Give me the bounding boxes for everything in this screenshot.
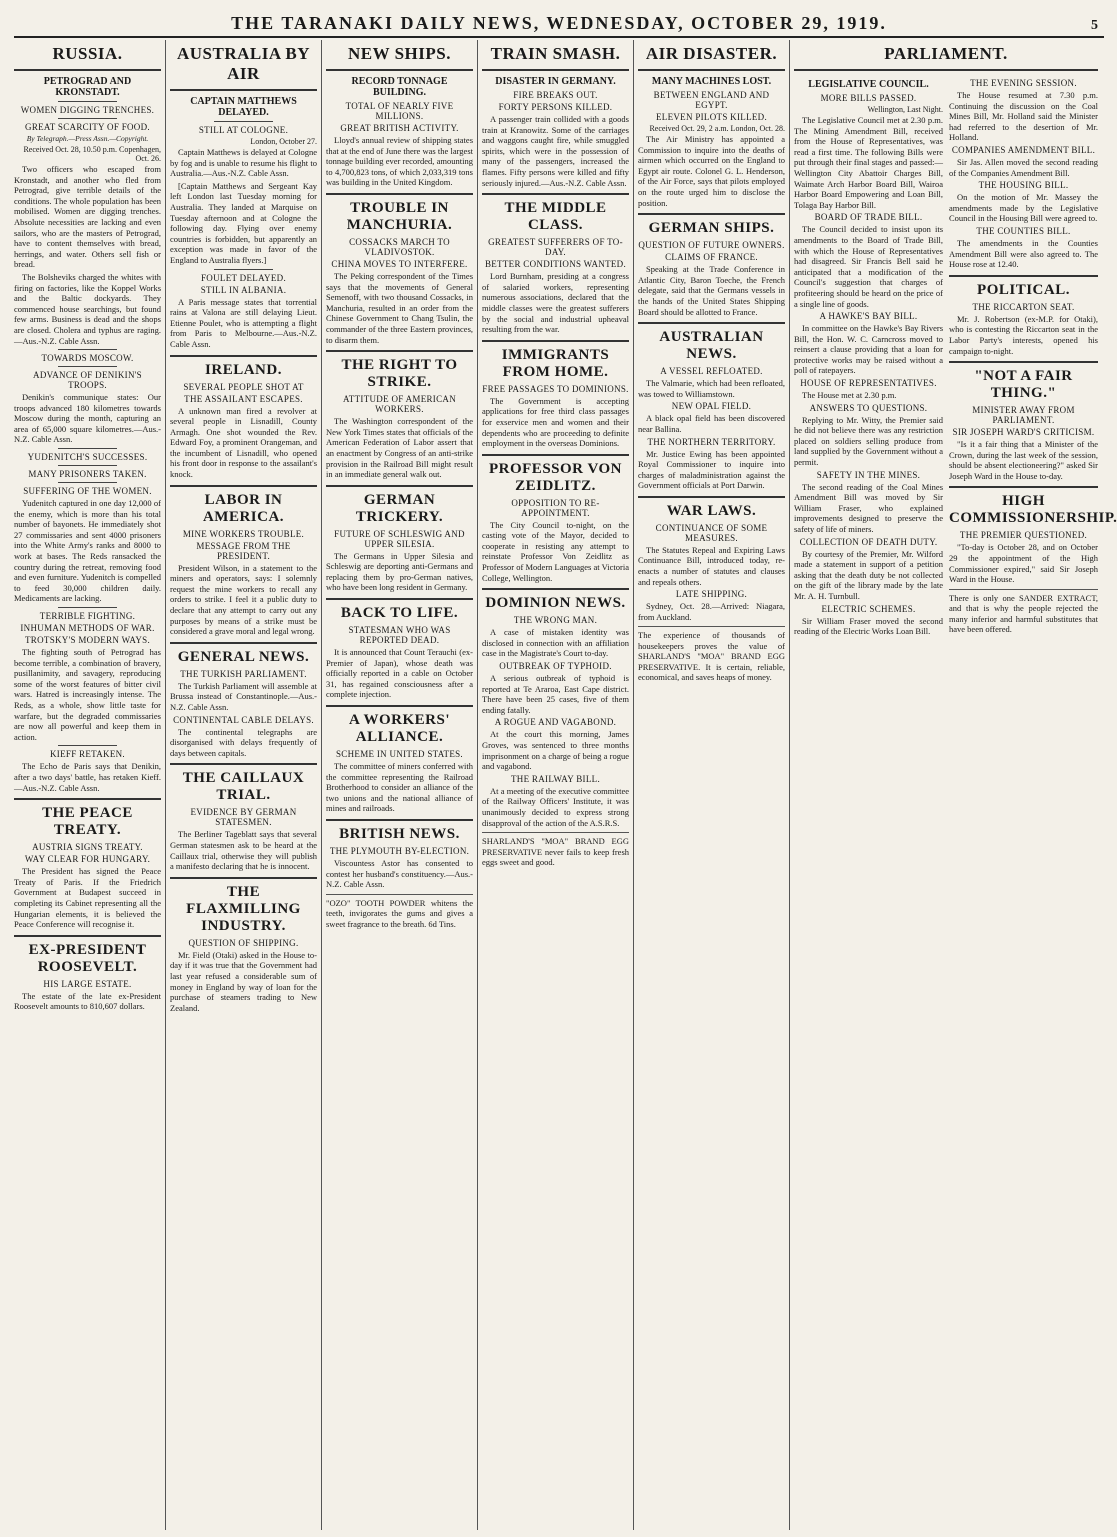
article-text: By courtesy of the Premier, Mr. Wilford made a statement in support of a petition asking that the death duty be not collected on the gift of the library made by the late Mr. A. H. Turnbull. bbox=[794, 548, 943, 601]
subhead: BETTER CONDITIONS WANTED. bbox=[484, 259, 627, 270]
headline-parliament: PARLIAMENT. bbox=[884, 44, 1008, 63]
divider bbox=[482, 193, 629, 195]
article-text: On the motion of Mr. Massey the amendments made by the Legislative Council in the Housing Bill were agreed to. bbox=[949, 192, 1098, 224]
divider bbox=[949, 486, 1098, 488]
subhead: SUFFERING OF THE WOMEN. bbox=[23, 486, 152, 497]
subhead: THE PLYMOUTH BY-ELECTION. bbox=[329, 846, 470, 856]
headline-manchuria: TROUBLE IN MANCHURIA. bbox=[346, 199, 453, 233]
headline-not-a-fair-thing: "NOT A FAIR THING." bbox=[974, 368, 1073, 402]
divider bbox=[326, 705, 473, 707]
headline-middle-class: THE MIDDLE CLASS. bbox=[504, 200, 607, 234]
masthead bbox=[14, 10, 1104, 38]
article-text: The Germans in Upper Silesia and Schleswig are deporting anti-Germans and replacing them by pro-German natives, who have been long resident in Germany. bbox=[326, 550, 473, 593]
page-number: 5 bbox=[1091, 18, 1100, 33]
subhead: INHUMAN METHODS OF WAR. bbox=[20, 623, 155, 633]
headline-russia: RUSSIA. bbox=[52, 44, 123, 63]
article-text: The Legislative Council met at 2.30 p.m. The Mining Amendment Bill, received from the House of Representatives, was read a first time. The following Bills were put through their final stages and passed:—Wellington City Abattoir Charges Bill, Waimate Arch Harbor Board Bill, Wairoa Harbor Board Empowering and Loan Bill, Tolaga Bay Harbor Bill. bbox=[794, 115, 943, 210]
article-text: The continental telegraphs are disorganised with delays frequently of days between capitals. bbox=[170, 726, 317, 758]
subhead: MESSAGE FROM THE PRESIDENT. bbox=[196, 540, 291, 561]
subhead: STILL AT COLOGNE. bbox=[198, 125, 289, 135]
divider bbox=[214, 269, 273, 270]
dateline: Wellington, Last Night. bbox=[867, 105, 943, 114]
divider bbox=[326, 193, 473, 195]
divider bbox=[14, 798, 161, 800]
article-text: At the court this morning, James Groves, was sentenced to three months imprisonment on a charge of being a rogue and vagabond. bbox=[482, 729, 629, 772]
subhead: CAPTAIN MATTHEWS DELAYED. bbox=[190, 96, 297, 118]
divider bbox=[170, 877, 317, 879]
subhead: ELEVEN PILOTS KILLED. bbox=[655, 112, 768, 122]
subhead: SIR JOSEPH WARD'S CRITICISM. bbox=[952, 427, 1095, 438]
subhead: COSSACKS MARCH TO VLADIVOSTOK. bbox=[349, 236, 450, 257]
article-text: The Government is accepting applications for free third class passages for exservice men and women and their dependents who are proceeding to definite employment in the overseas Dominions. bbox=[482, 395, 629, 449]
subhead: HIS LARGE ESTATE. bbox=[43, 978, 132, 989]
subhead: QUESTION OF SHIPPING. bbox=[188, 937, 299, 948]
article-text: Denikin's communique states: Our troops advanced 180 kilometres towards Moscow during the month, capturing an area of 65,000 square kilometres.—Aus.-N.Z. Cable Assn. bbox=[14, 392, 161, 445]
headline-labor-in-america: LABOR IN AMERICA. bbox=[202, 491, 285, 525]
subhead: HOUSE OF REPRESENTATIVES. bbox=[800, 378, 937, 389]
article-text: A passenger train collided with a goods train at Kranowitz. Some of the carriages and waggons caught fire, while smuggled spirits, which were in the possession of many of the passengers, increased the flames. Fifty persons were killed and fifty seriously injured.—Aus.-N.Z. Cable Assn. bbox=[482, 114, 629, 188]
divider bbox=[170, 355, 317, 357]
subhead: WOMEN DIGGING TRENCHES. bbox=[20, 105, 155, 115]
article-text: Sydney, Oct. 28.—Arrived: Niagara, from Auckland. bbox=[638, 601, 785, 622]
article-text: The President has signed the Peace Treaty of Paris. If the Friedrich Government at Budapest succeed in completing its Cabinet representing all the Hungarian elements, it is believed the Peace Conference will recognise it. bbox=[14, 866, 161, 930]
divider bbox=[326, 69, 473, 71]
subhead: FUTURE OF SCHLESWIG AND UPPER SILESIA. bbox=[334, 528, 465, 549]
headline-workers-alliance: A WORKERS' ALLIANCE. bbox=[349, 712, 450, 746]
headline-peace-treaty: THE PEACE TREATY. bbox=[42, 805, 133, 839]
subhead: CLAIMS OF FRANCE. bbox=[665, 252, 758, 263]
subhead: A VESSEL REFLOATED. bbox=[660, 366, 763, 377]
article-text: Two officers who escaped from Kronstadt, and another who fled from Petrograd, give terrible details of the conditions. The whole population has been mobilised. Women are digging trenches. Absolute necessities are lacking and even sailors, who are the masters of Petrograd, have to content themselves with bread, herrings, and water. Others sell fish or bread. bbox=[14, 164, 161, 270]
divider bbox=[482, 588, 629, 590]
divider bbox=[326, 598, 473, 600]
subhead: SCHEME IN UNITED STATES. bbox=[336, 749, 463, 760]
divider bbox=[482, 454, 629, 456]
article-text: The estate of the late ex-President Roosevelt amounts to 810,607 dollars. bbox=[14, 990, 161, 1012]
divider bbox=[638, 322, 785, 324]
subhead: LATE SHIPPING. bbox=[675, 589, 748, 600]
subhead: TOTAL OF NEARLY FIVE MILLIONS. bbox=[345, 101, 454, 121]
subhead: GREATEST SUFFERERS OF TO-DAY. bbox=[488, 237, 623, 258]
parliament-right bbox=[949, 76, 1117, 639]
subhead: CHINA MOVES TO INTERFERE. bbox=[331, 258, 468, 269]
subhead: FORTY PERSONS KILLED. bbox=[498, 102, 613, 112]
divider bbox=[14, 69, 161, 71]
article-text: Lord Burnham, presiding at a congress of salaried workers, representing numerous associations, declared that the middle classes were the greatest sufferers by the social and industrial upheaval resulting from the war. bbox=[482, 271, 629, 335]
dateline: Received Oct. 28, 10.50 p.m. Copenhagen, Oct. 26. bbox=[23, 145, 161, 163]
headline-dominion-news: DOMINION NEWS. bbox=[485, 595, 626, 612]
subhead: OPPOSITION TO RE-APPOINTMENT. bbox=[511, 497, 600, 518]
subhead: FOULET DELAYED. bbox=[201, 272, 286, 283]
subhead: KIEFF RETAKEN. bbox=[50, 749, 125, 760]
column-russia bbox=[10, 40, 166, 1530]
subhead: WAY CLEAR FOR HUNGARY. bbox=[24, 854, 151, 865]
divider bbox=[58, 366, 117, 367]
divider bbox=[214, 121, 273, 122]
article-text: Sir William Fraser moved the second reading of the Electric Works Loan Bill. bbox=[794, 615, 943, 637]
subhead: SAFETY IN THE MINES. bbox=[816, 469, 921, 480]
article-text: The Peking correspondent of the Times says that the movements of General Semenoff, with two thousand Cossacks, in Manchuria, resulted in an order from the Chinese Government to Chang Tsulin, the commander of the three Eastern provinces, to disarm them. bbox=[326, 270, 473, 345]
divider bbox=[14, 935, 161, 937]
subhead: TROTSKY'S MODERN WAYS. bbox=[25, 635, 150, 645]
headline-political: POLITICAL. bbox=[977, 281, 1070, 298]
divider bbox=[170, 642, 317, 644]
dateline: London, October 27. bbox=[250, 137, 317, 146]
headline-german-trickery: GERMAN TRICKERY. bbox=[355, 491, 444, 525]
subhead: GREAT BRITISH ACTIVITY. bbox=[340, 123, 459, 133]
divider bbox=[482, 340, 629, 342]
subhead: EVIDENCE BY GERMAN STATESMEN. bbox=[190, 807, 297, 828]
subhead: AUSTRIA SIGNS TREATY. bbox=[32, 842, 143, 853]
subhead: A ROGUE AND VAGABOND. bbox=[494, 717, 617, 728]
subhead: ATTITUDE OF AMERICAN WORKERS. bbox=[343, 394, 456, 415]
subhead: ELECTRIC SCHEMES. bbox=[821, 603, 916, 614]
subhead: ANSWERS TO QUESTIONS. bbox=[809, 402, 928, 413]
divider bbox=[58, 607, 117, 608]
subhead: THE ASSAILANT ESCAPES. bbox=[184, 393, 303, 404]
article-text: The committee of miners conferred with the committee representing the Railroad Brotherhood to consider an alliance of the two unions and the national alliance of mines and railroads. bbox=[326, 761, 473, 814]
headline-german-ships: GERMAN SHIPS. bbox=[648, 220, 775, 237]
divider bbox=[170, 485, 317, 487]
article-text: President Wilson, in a statement to the miners and operators, says: I solemnly request the mine workers to recall any orders to strike. I feel it a public duty to declare that any attempt to carry out any purposes by means of a strike must be considered a grave moral and legal wrong. bbox=[170, 562, 317, 637]
subhead: THE TURKISH PARLIAMENT. bbox=[180, 668, 307, 679]
headline-flaxmilling: THE FLAXMILLING INDUSTRY. bbox=[186, 883, 301, 934]
headline-high-commissionership: HIGH COMMISSIONERSHIP. bbox=[949, 493, 1117, 527]
parliament-subcolumns bbox=[794, 76, 1117, 639]
article-text: The second reading of the Coal Mines Amendment Bill was moved by Sir William Fraser, who explained improvements designed to preserve the safety of life of miners. bbox=[794, 481, 943, 534]
headline-general-news: GENERAL NEWS. bbox=[177, 648, 310, 665]
headline-air-disaster: AIR DISASTER. bbox=[645, 44, 778, 63]
divider bbox=[58, 118, 117, 119]
article-text: The fighting south of Petrograd has become terrible, a combination of bravery, pusillanimity, and savagery, reproducing some of the worst features of bitter civil wars. Hatred is increasingly intense. The Reds, as a whole, show little taste for warfare, but the degraded commissaries are now all powerful and keep them in action. bbox=[14, 647, 161, 742]
byline: By Telegraph.—Press Assn.—Copyright. bbox=[26, 134, 149, 143]
subhead: FIRE BREAKS OUT. bbox=[513, 90, 598, 100]
article-text: The Washington correspondent of the New York Times states that officials of the American Federation of Labor assert that an enactment by Congress of an anti-strike provision in the Railroad Bill might result in an immediate general walk out. bbox=[326, 416, 473, 480]
article-text: The Bolsheviks charged the whites with firing on factories, like the Koppel Works and the Baltic dockyards. They commenced house searchings, but found few arms. Business is dead and the shops are closed. Cholera and typhus are raging.—Aus.-N.Z. Cable Assn. bbox=[14, 271, 161, 346]
subhead: MANY MACHINES LOST. bbox=[651, 76, 772, 87]
divider bbox=[482, 69, 629, 71]
subhead: STILL IN ALBANIA. bbox=[200, 284, 287, 295]
subhead: TOWARDS MOSCOW. bbox=[41, 353, 134, 364]
article-text: Sir Jas. Allen moved the second reading of the Companies Amendment Bill. bbox=[949, 156, 1098, 178]
subhead: A HAWKE'S BAY BILL. bbox=[819, 311, 918, 322]
article-text: [Captain Matthews and Sergeant Kay left London last Tuesday morning for Australia. They landed at Marquise on Tuesday afternoon and at Cologne the following day. Flying over enemy countries is forbidden, but apparently an exception was made in favor of the England to Australia flyers.] bbox=[170, 180, 317, 265]
article-text: The House met at 2.30 p.m. bbox=[802, 390, 897, 401]
subhead: YUDENITCH'S SUCCESSES. bbox=[27, 452, 148, 463]
headline-roosevelt: EX-PRESIDENT ROOSEVELT. bbox=[28, 941, 147, 975]
column-air-disaster bbox=[634, 40, 790, 1530]
subhead: THE HOUSING BILL. bbox=[978, 180, 1069, 191]
subhead: OUTBREAK OF TYPHOID. bbox=[499, 661, 612, 672]
subhead: SEVERAL PEOPLE SHOT AT bbox=[183, 381, 304, 392]
subhead: LEGISLATIVE COUNCIL. bbox=[808, 79, 929, 90]
subhead: NEW OPAL FIELD. bbox=[671, 401, 752, 412]
column-new-ships bbox=[322, 40, 478, 1530]
headline-war-laws: WAR LAWS. bbox=[666, 502, 757, 519]
article-text: Lloyd's annual review of shipping states that at the end of June there was the largest tonnage building ever recorded, amounting to 4,700,823 tons, of which 2,033,319 tons was building in the United Kingdom. bbox=[326, 135, 473, 188]
article-text: A case of mistaken identity was disclosed in connection with an affiliation case in the Magistrate's Court to-day. bbox=[482, 627, 629, 659]
divider bbox=[326, 485, 473, 487]
subhead: FREE PASSAGES TO DOMINIONS. bbox=[482, 383, 629, 394]
subhead: BETWEEN ENGLAND AND EGYPT. bbox=[653, 90, 770, 110]
headline-ireland: IRELAND. bbox=[205, 361, 282, 378]
article-text: The Berliner Tageblatt says that several German statesmen ask to be heard at the Caillaux trial, otherwise they will publish a manifesto declaring that he is innocent. bbox=[170, 829, 317, 872]
article-text: In committee on the Hawke's Bay Rivers Bill, the Hon. W. C. Carncross moved to reinsert a clause providing that a loan for protective works may be raised without a poll of ratepayers. bbox=[794, 323, 943, 376]
subhead: CONTINUANCE OF SOME MEASURES. bbox=[655, 522, 768, 543]
article-text: Mr. J. Robertson (ex-M.P. for Otaki), who is contesting the Riccarton seat in the Labor Party's interests, opened his campaign to-night. bbox=[949, 313, 1098, 356]
article-text: Mr. Justice Ewing has been appointed Royal Commissioner to inquire into charges of maladministration against the Government officials at Port Darwin. bbox=[638, 448, 785, 491]
subhead: THE RAILWAY BILL. bbox=[510, 773, 600, 784]
article-text: The amendments in the Counties Amendment Bill were also agreed to. The House rose at 12.40. bbox=[949, 237, 1098, 270]
divider bbox=[326, 819, 473, 821]
subhead: STATESMAN WHO WAS REPORTED DEAD. bbox=[348, 625, 451, 646]
article-text: The Council decided to insist upon its amendments to the Board of Trade Bill, with which the House of Representatives had disagreed. Sir Francis Bell said he anticipated that a modification of the Council's suggestion that charges of profiteering should be heard on the price of a single line of goods. bbox=[794, 224, 943, 309]
article-text: At a meeting of the executive committee of the Railway Officers' Institute, it was unanimously decided to express strong disapproval of the action of the A.S.R.S. bbox=[482, 785, 629, 828]
subhead: THE EVENING SESSION. bbox=[970, 78, 1077, 88]
subhead: ADVANCE OF DENIKIN'S TROOPS. bbox=[33, 370, 142, 391]
headline-new-ships: NEW SHIPS. bbox=[348, 44, 451, 63]
article-text: "To-day is October 28, and on October 29 the appointment of the High Commissioner expired," said Sir Joseph Ward in the House. bbox=[949, 542, 1098, 585]
article-text: Speaking at the Trade Conference in Atlantic City, Baron Toeche, the French delegate, said that the Germans vessels in the hands of the United States Shipping Board should be allotted to France. bbox=[638, 264, 785, 317]
headline-zeidlitz: PROFESSOR VON ZEIDLITZ. bbox=[488, 460, 623, 494]
subhead: CONTINENTAL CABLE DELAYS. bbox=[173, 714, 314, 725]
subhead: MANY PRISONERS TAKEN. bbox=[28, 469, 147, 480]
article-text: Viscountess Astor has consented to contest her husband's constituency.—Aus.-N.Z. Cable Assn. bbox=[326, 858, 473, 890]
article-text: The House resumed at 7.30 p.m. Continuing the discussion on the Coal Mines Bill, Mr. Holland said the Minister had referred to the desertion of Mr. Holland. bbox=[949, 90, 1098, 143]
advertisement: The experience of thousands of housekeepers proves the value of SHARLAND'S "MOA" BRAND EGG PRESERVATIVE. It is certain, reliable, economical, and saves heaps of money. bbox=[638, 626, 785, 683]
divider bbox=[638, 69, 785, 71]
article-text: "Is it a fair thing that a Minister of the Crown, during the last week of the session, should be absent electioneering?" asked Sir Joseph Ward in the House to-day. bbox=[949, 439, 1098, 481]
column-australia-by-air bbox=[166, 40, 322, 1530]
divider bbox=[170, 89, 317, 91]
article-text: The Valmarie, which had been refloated, was towed to Williamstown. bbox=[638, 378, 785, 399]
subhead: THE RICCARTON SEAT. bbox=[972, 301, 1075, 312]
article-text: Captain Matthews is delayed at Cologne by fog and is unable to resume his flight to Australia.—Aus.-N.Z. Cable Assn. bbox=[170, 147, 317, 179]
subhead: THE COUNTIES BILL. bbox=[976, 225, 1071, 236]
article-text: The Statutes Repeal and Expiring Laws Continuance Bill, introduced today, re-enacts a number of statutes and clauses and repeals others. bbox=[638, 544, 785, 587]
divider bbox=[170, 763, 317, 765]
columns bbox=[10, 40, 1117, 1530]
article-text: The Turkish Parliament will assemble at Brussa instead of Constantinople.—Aus.-N.Z. Cable Assn. bbox=[170, 680, 317, 712]
divider bbox=[949, 275, 1098, 277]
headline-immigrants: IMMIGRANTS FROM HOME. bbox=[501, 346, 610, 380]
divider bbox=[58, 465, 117, 466]
advertisement: There is only one SANDER EXTRACT, and that is why the people rejected the many inferior and harmful substitutes that have been offered. bbox=[949, 589, 1098, 635]
subhead: THE PREMIER QUESTIONED. bbox=[959, 530, 1088, 541]
column-parliament bbox=[790, 40, 1117, 1530]
subhead: PETROGRAD AND KRONSTADT. bbox=[43, 76, 132, 98]
subhead: BOARD OF TRADE BILL. bbox=[814, 212, 923, 223]
column-train-smash bbox=[478, 40, 634, 1530]
divider bbox=[58, 448, 117, 449]
article-text: A Paris message states that torrential rains at Valona are still delaying Lieut. Etienne Poulet, who is attempting a flight from Paris to Melbourne.—Aus.-N.Z. Cable Assn. bbox=[170, 296, 317, 349]
divider bbox=[58, 349, 117, 350]
subhead: MORE BILLS PASSED. bbox=[820, 93, 917, 103]
divider bbox=[794, 69, 1098, 71]
article-text: Yudenitch captured in one day 12,000 of the enemy, which is more than his total number of bayonets. He immediately shot 27 commissaries and sent 4000 prisoners into the White Army's ranks and 8000 to work at bases. The Reds ransacked the country during the retreat, removing food and even furniture. Yudenitch is compelled to feed 30,000 children daily. Medicaments are lacking. bbox=[14, 498, 161, 604]
dateline: Received Oct. 29, 2 a.m. London, Oct. 28. bbox=[649, 124, 785, 133]
divider bbox=[58, 101, 117, 102]
article-text: It is announced that Count Terauchi (ex-Premier of Japan), whose death was officially reported in a cable on October 31, has regained consciousness after a complete injection. bbox=[326, 647, 473, 700]
headline-australia-by-air: AUSTRALIA BY AIR bbox=[176, 44, 311, 83]
article-text: A unknown man fired a revolver at several people in Lisnadill, County Armagh. One shot wounded the Rev. Edward Foy, a prominent Orangeman, and the incumbent of Lisnadill, who opened his front door in response to the assailant's knock. bbox=[170, 405, 317, 480]
divider bbox=[638, 213, 785, 215]
subhead: MINISTER AWAY FROM PARLIAMENT. bbox=[972, 405, 1075, 426]
article-text: The City Council to-night, on the casting vote of the Mayor, decided to cooperate in resisting any attempt to reinstate Professor Von Zeidlitz as Professor of Modern Languages at Victoria College, Wellington. bbox=[482, 519, 629, 583]
divider bbox=[58, 745, 117, 746]
masthead-title: THE TARANAKI DAILY NEWS, WEDNESDAY, OCTOBER 29, 1919. bbox=[231, 13, 887, 33]
headline-australian-news: AUSTRALIAN NEWS. bbox=[659, 329, 764, 363]
subhead: MINE WORKERS TROUBLE. bbox=[182, 528, 305, 539]
article-text: A serious outbreak of typhoid is reported at Te Araroa, East Cape district. There have been 25 cases, five of them ending fatally. bbox=[482, 673, 629, 715]
headline-british-news: BRITISH NEWS. bbox=[339, 826, 460, 842]
parliament-left bbox=[794, 76, 943, 639]
headline-back-to-life: BACK TO LIFE. bbox=[340, 605, 459, 622]
divider bbox=[638, 496, 785, 498]
article-text: The Echo de Paris says that Denikin, after a two days' battle, has retaken Kieff.—Aus.-N.Z. Cable Assn. bbox=[14, 761, 161, 793]
subhead: QUESTION OF FUTURE OWNERS. bbox=[638, 240, 785, 251]
headline-right-to-strike: THE RIGHT TO STRIKE. bbox=[341, 357, 458, 391]
divider bbox=[326, 350, 473, 352]
subhead: THE WRONG MAN. bbox=[513, 615, 598, 626]
headline-train-smash: TRAIN SMASH. bbox=[490, 44, 621, 63]
headline-caillaux-trial: THE CAILLAUX TRIAL. bbox=[182, 770, 305, 804]
subhead: RECORD TONNAGE BUILDING. bbox=[351, 76, 448, 98]
subhead: COLLECTION OF DEATH DUTY. bbox=[799, 536, 938, 547]
subhead: GREAT SCARCITY OF FOOD. bbox=[25, 122, 150, 132]
article-text: The Air Ministry has appointed a Commission to inquire into the deaths of airmen which occurred on the England to Egypt air route. Colonel G. L. Henderson, of the Air Force, says that pilots employed on the route urged him to disclose the position. bbox=[638, 134, 785, 208]
subhead: THE NORTHERN TERRITORY. bbox=[647, 436, 776, 447]
subhead: COMPANIES AMENDMENT BILL. bbox=[951, 144, 1096, 155]
article-text: A black opal field has been discovered near Ballina. bbox=[638, 413, 785, 434]
subhead: DISASTER IN GERMANY. bbox=[495, 76, 616, 87]
article-text: Replying to Mr. Witty, the Premier said he did not believe there was any restriction placed on soldiers selling produce from land supplied by the Government without a permit. bbox=[794, 414, 943, 468]
advertisement: SHARLAND'S "MOA" BRAND EGG PRESERVATIVE never fails to keep fresh eggs sweet and good. bbox=[482, 832, 629, 868]
divider bbox=[58, 482, 117, 483]
advertisement: "OZO" TOOTH POWDER whitens the teeth, invigorates the gums and gives a sweet fragrance to the breath. 6d Tins. bbox=[326, 894, 473, 930]
article-text: Mr. Field (Otaki) asked in the House to-day if it was true that the Government had last year refused a considerable sum of money in England by way of loan for the purchase of steamers trading to New Zealand. bbox=[170, 949, 317, 1013]
subhead: TERRIBLE FIGHTING. bbox=[39, 611, 136, 621]
divider bbox=[949, 361, 1098, 363]
